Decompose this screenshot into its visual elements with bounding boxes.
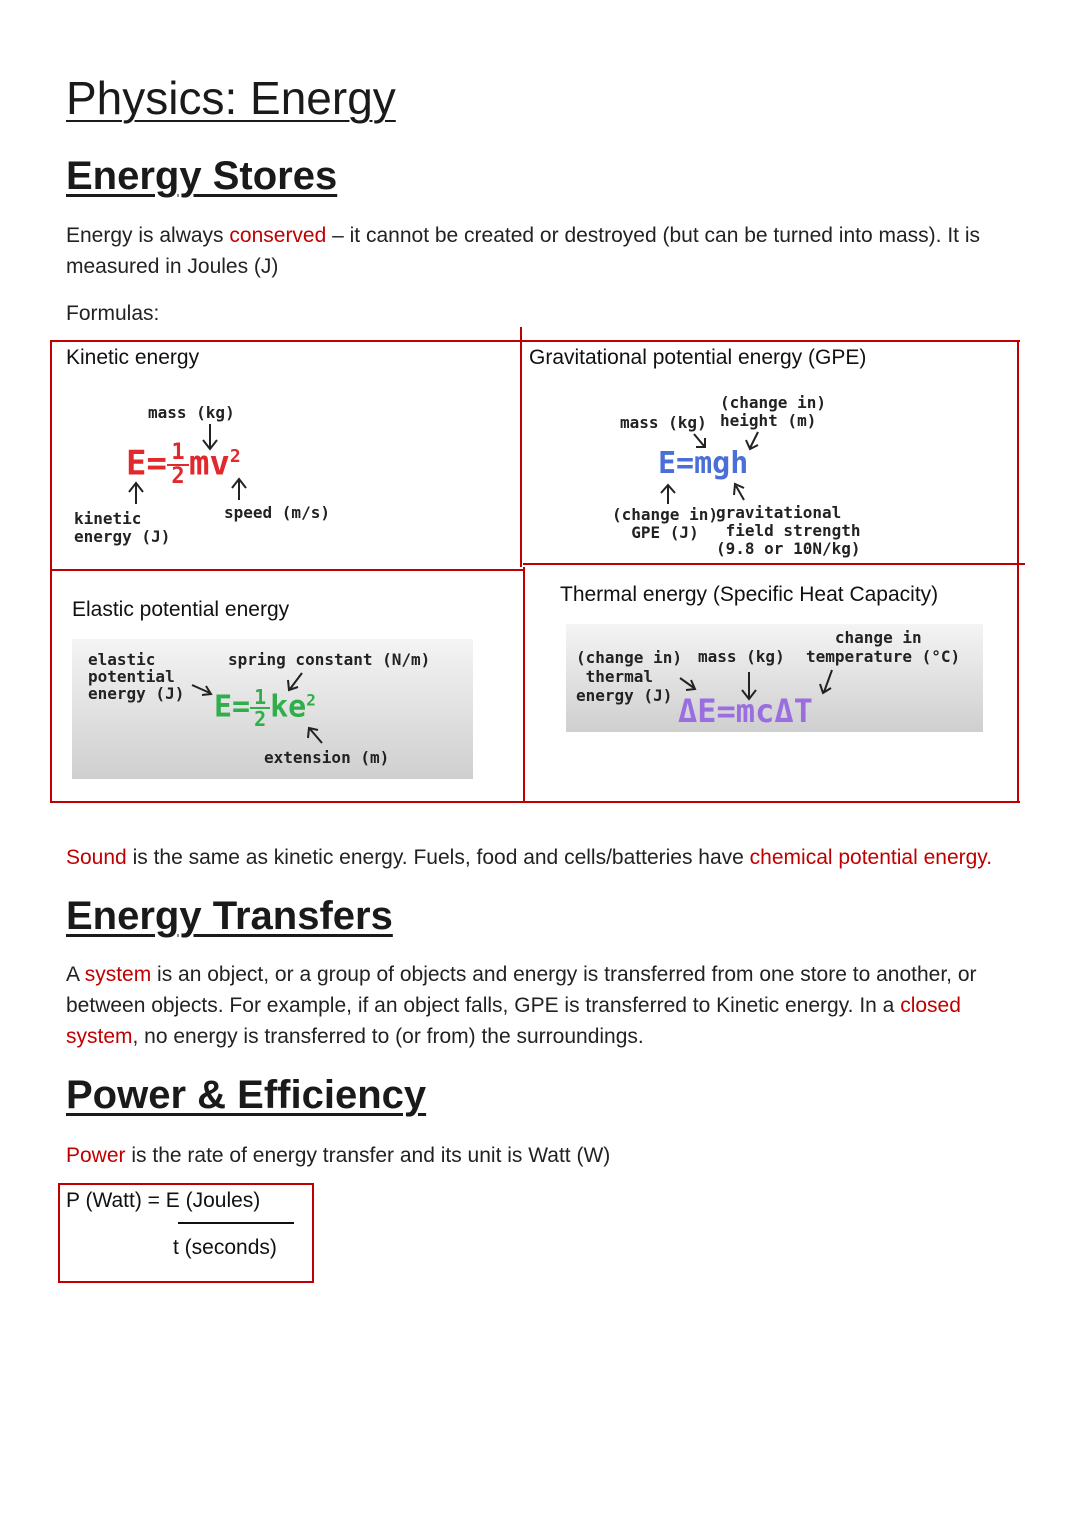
kinetic-energy-title: Kinetic energy [66,346,200,369]
section-heading-energy-transfers: Energy Transfers [66,894,393,938]
kinetic-equation [126,442,241,488]
label-gpe: (change in) GPE (J) [612,505,718,542]
grid-middle-right [523,563,1025,565]
thermal-energy-formula [566,624,983,732]
eq-fraction [167,442,189,488]
eq-exponent: 2 [229,446,241,468]
formulas-label: Formulas: [66,302,160,325]
gpe-equation: E=mgh [658,446,749,481]
eq-numerator: 1 [167,442,189,466]
power-formula-box [58,1183,314,1283]
eq-lhs: E= [126,443,167,484]
transfers-text-continued: is an object, or a group of objects and energy is transferred from one store to another, or between objects. For example, if an object falls, GPE is transferred to Kinetic energy. In a [66,963,977,1017]
grid-bottom-border [50,801,1020,803]
highlight-chemical-potential-energy: chemical potential energy. [749,846,993,869]
elastic-energy-title: Elastic potential energy [72,598,290,621]
fraction-line [178,1222,294,1224]
eq-denominator: 2 [171,464,185,489]
energy-transfers-paragraph [66,959,1026,1052]
highlight-sound: Sound [66,846,127,869]
power-text: is the rate of energy transfer and its unit is Watt (W) [125,1144,611,1167]
sound-text: is the same as kinetic energy. Fuels, food and cells/batteries have [126,846,750,869]
kinetic-energy-formula [70,398,370,558]
label-kinetic-energy: kinetic energy (J) [74,509,171,546]
thermal-energy-title: Thermal energy (Specific Heat Capacity) [560,583,939,606]
label-thermal-energy: (change in) thermal energy (J) [576,648,682,705]
eq-lhs: E= [214,689,251,725]
grid-top-border [50,340,1020,342]
label-elastic-potential-energy: elastic potential energy (J) [88,650,185,703]
sound-chemical-paragraph [66,842,1016,873]
highlight-conserved: conserved [229,224,327,247]
section-heading-energy-stores: Energy Stores [66,154,338,198]
highlight-system: system [84,963,152,986]
elastic-equation [214,687,316,729]
eq-fraction [250,687,270,729]
power-formula-numerator: P (Watt) = E (Joules) [66,1189,261,1212]
grid-right-border [1017,340,1019,803]
grid-middle-left [50,569,524,571]
label-mass: mass (kg) [620,413,707,432]
highlight-power: Power [66,1144,126,1167]
label-extension: extension (m) [264,748,390,767]
label-temperature: change in temperature (°C) [806,628,961,666]
gpe-title: Gravitational potential energy (GPE) [529,346,867,369]
energy-stores-intro [66,220,1016,282]
label-spring-constant: spring constant (N/m) [228,650,431,669]
intro-text-continued: – it cannot be created or destroyed (but can be turned into mass). It is measured in Joules (J) [66,224,980,278]
power-formula-denominator: t (seconds) [173,1236,277,1259]
grid-divider-upper [520,327,522,567]
elastic-energy-formula [72,639,473,779]
power-paragraph [66,1140,1016,1171]
label-speed: speed (m/s) [224,503,330,522]
label-height: (change in) height (m) [720,393,826,430]
eq-denominator: 2 [254,707,267,731]
highlight-closed-system: closed system [66,994,961,1048]
label-field-strength: gravitational field strength (9.8 or 10N/kg) [716,503,861,558]
gpe-formula [612,392,882,562]
grid-divider-lower [523,567,525,803]
eq-exponent: 2 [306,690,316,710]
eq-rhs: ke [270,689,307,725]
label-mass: mass (kg) [698,647,785,666]
grid-left-border [50,340,52,803]
thermal-equation: ΔE=mcΔT [678,692,813,730]
eq-rhs: mv [188,443,230,484]
label-mass: mass (kg) [148,403,235,422]
transfers-text-end: , no energy is transferred to (or from) the surroundings. [132,1025,644,1048]
eq-numerator: 1 [250,687,270,709]
page-title: Physics: Energy [66,72,396,124]
transfers-text: A [66,963,85,986]
intro-text: Energy is always [66,224,230,247]
section-heading-power-efficiency: Power & Efficiency [66,1073,427,1117]
